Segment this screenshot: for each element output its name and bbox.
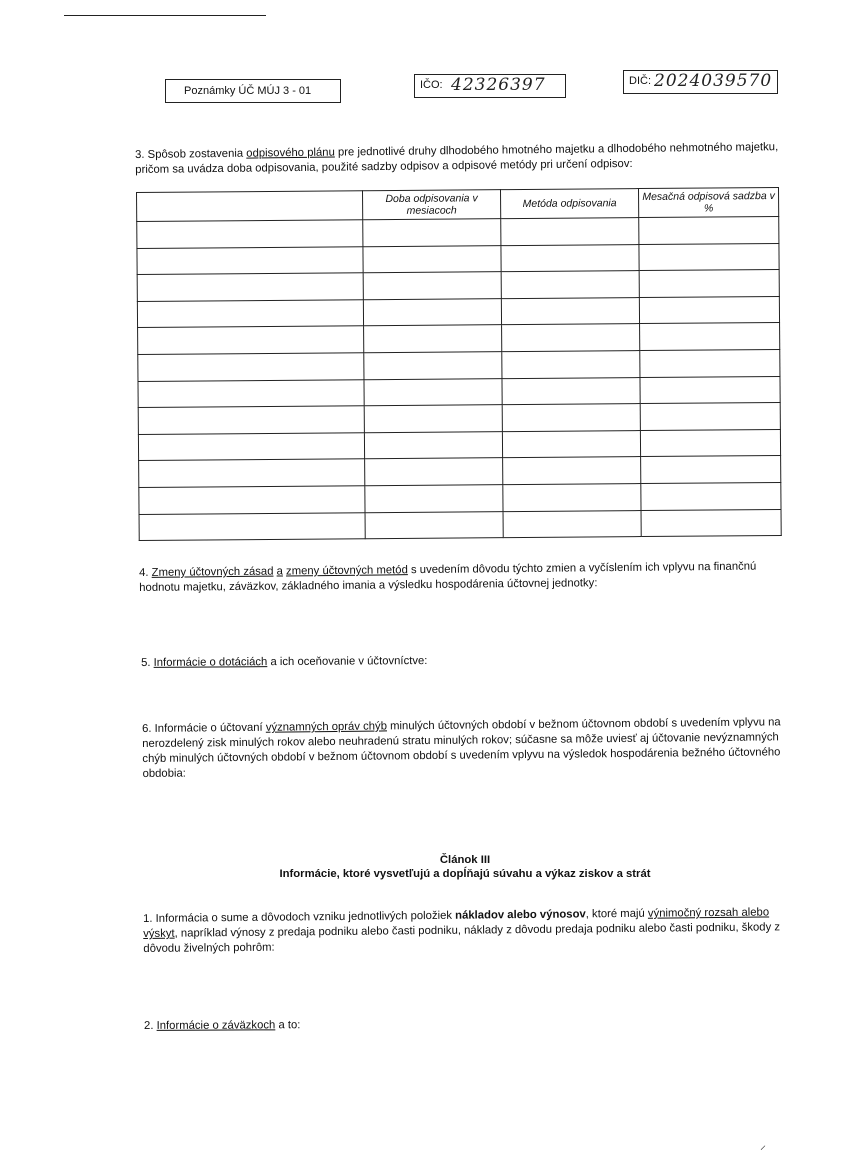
table-cell [640, 323, 780, 351]
table-cell [639, 296, 779, 324]
table-cell [363, 219, 501, 247]
table-cell [641, 509, 781, 537]
article-section-1-text-before: Informácia o sume a dôvodoch vzniku jednotlivých položiek [155, 909, 453, 925]
section-5-text-after: a ich oceňovanie v účtovníctve: [270, 655, 428, 669]
table-cell [364, 405, 502, 433]
section-3-text-after: pre jednotlivé druhy dlhodobého hmotného majetku a dlhodobého nehmotného majetku, pričom sa uvádza doba odpisovania, použité sadzby odpisov a odpisové metódy pri určení odpisov: [135, 141, 779, 176]
dic-box [623, 70, 778, 94]
article-section-2-number: 2. [144, 1019, 154, 1032]
table-cell [364, 378, 502, 406]
table-cell [363, 272, 501, 300]
table-cell [138, 326, 364, 354]
article-section-1-number: 1. [143, 912, 153, 925]
table-header-cell [137, 191, 363, 222]
form-code-label: Poznámky ÚČ MÚJ 3 - 01 [184, 85, 312, 97]
table-header-cell: Mesačná odpisová sadzba v % [638, 187, 778, 217]
section-5-underlined: Informácie o dotáciách [153, 656, 268, 669]
table-cell [501, 244, 639, 272]
table-cell [364, 325, 502, 353]
table-cell [138, 353, 364, 381]
depreciation-table [136, 187, 782, 541]
section-6-number: 6. [142, 722, 152, 735]
article-section-1-underlined: výnimočný rozsah alebo výskyt [143, 906, 770, 940]
section-5-text [141, 653, 641, 671]
section-4-underlined-2: zmeny účtovných metód [285, 564, 408, 578]
table-cell [365, 485, 503, 513]
article-title: Informácie, ktoré vysvetľujú a dopĺňajú súvahu a výkaz ziskov a strát [279, 868, 651, 880]
table-cell [501, 218, 639, 246]
table-cell [639, 270, 779, 298]
section-4-text [139, 559, 789, 596]
table-cell [138, 406, 364, 434]
section-3-underlined: odpisového plánu [246, 146, 335, 160]
table-cell [640, 376, 780, 404]
table-cell [503, 510, 641, 538]
section-5-number: 5. [141, 656, 151, 669]
depreciation-table-wrap [136, 187, 781, 551]
table-cell [639, 243, 779, 271]
section-6-text-after: minulých účtovných období v bežnom účtovnom období s uvedením vplyvu na nerozdelený zisk minulých rokov alebo neuhradenú stratu minulých rokov; súčasne sa môže uviesť aj účtovanie nevýznamných chýb minulých účtovných období v bežnom účtovnom období s uvedením vplyvu na výsledok hospodárenia bežného účtovného obdobia: [142, 716, 781, 780]
article-number: Článok III [439, 854, 491, 866]
table-header-cell: Metóda odpisovania [500, 189, 638, 219]
table-cell [363, 245, 501, 273]
article-section-2-text [144, 1017, 544, 1034]
section-4-underlined-1: Zmeny účtovných zásad [151, 565, 274, 579]
article-section-1-text-mid: , ktoré majú [585, 907, 645, 921]
table-cell [138, 379, 364, 407]
table-cell [365, 511, 503, 539]
table-body [137, 216, 781, 540]
table-row [139, 509, 781, 541]
table-cell [502, 324, 640, 352]
article-section-2-underlined: Informácie o záväzkoch [156, 1019, 276, 1032]
section-3-text-before: Spôsob zostavenia [147, 147, 244, 161]
table-cell [501, 297, 639, 325]
section-3-text [135, 140, 785, 178]
table-cell [640, 403, 780, 431]
table-cell [641, 456, 781, 484]
table-cell [501, 271, 639, 299]
section-4-mid: a [276, 565, 283, 578]
ico-box [414, 74, 566, 98]
article-section-2-text-after: a to: [278, 1019, 301, 1032]
table-cell [502, 404, 640, 432]
table-cell [639, 216, 779, 244]
table-cell [640, 349, 780, 377]
corner-mark: ⸝ [760, 1138, 767, 1152]
article-section-1-bold: nákladov alebo výnosov [455, 908, 586, 922]
table-cell [502, 377, 640, 405]
table-cell [365, 458, 503, 486]
table-cell [137, 273, 363, 301]
section-6-text-before: Informácie o účtovaní [154, 721, 263, 735]
table-header-cell: Doba odpisovania v mesiacoch [362, 190, 500, 220]
table-cell [502, 430, 640, 458]
table-cell [503, 483, 641, 511]
ico-value: 42326397 [451, 75, 546, 95]
section-6-underlined: významných opráv chýb [265, 720, 388, 734]
section-4-text-after: s uvedením dôvodu týchto zmien a vyčíslením ich vplyvu na finančnú hodnotu majetku, záväzkov, základného imania a výsledku hospodárenia účtovnej jednotky: [139, 560, 757, 594]
table-cell [640, 429, 780, 457]
section-4-number: 4. [139, 566, 149, 579]
table-cell [503, 457, 641, 485]
table-cell [137, 220, 363, 248]
article-section-1-text-after: , napríklad výnosy z predaja podniku alebo časti podniku, náklady z dôvodu predaja podniku alebo časti podniku, škody z dôvodu živelných pohrôm: [143, 921, 781, 955]
table-cell [137, 246, 363, 274]
form-code-box [165, 79, 341, 103]
section-6-text [142, 715, 788, 782]
table-cell [502, 351, 640, 379]
table-cell [364, 431, 502, 459]
table-cell [641, 482, 781, 510]
article-section-1-text [143, 905, 788, 957]
table-cell [139, 512, 365, 540]
ico-label: IČO: [420, 79, 443, 91]
table-cell [138, 432, 364, 460]
table-cell [139, 486, 365, 514]
section-3-number: 3. [135, 148, 145, 161]
table-cell [363, 298, 501, 326]
dic-value: 2024039570 [654, 71, 773, 91]
table-cell [139, 459, 365, 487]
top-rule [64, 15, 266, 16]
table-cell [364, 352, 502, 380]
table-cell [137, 299, 363, 327]
dic-label: DIČ: [629, 75, 651, 87]
